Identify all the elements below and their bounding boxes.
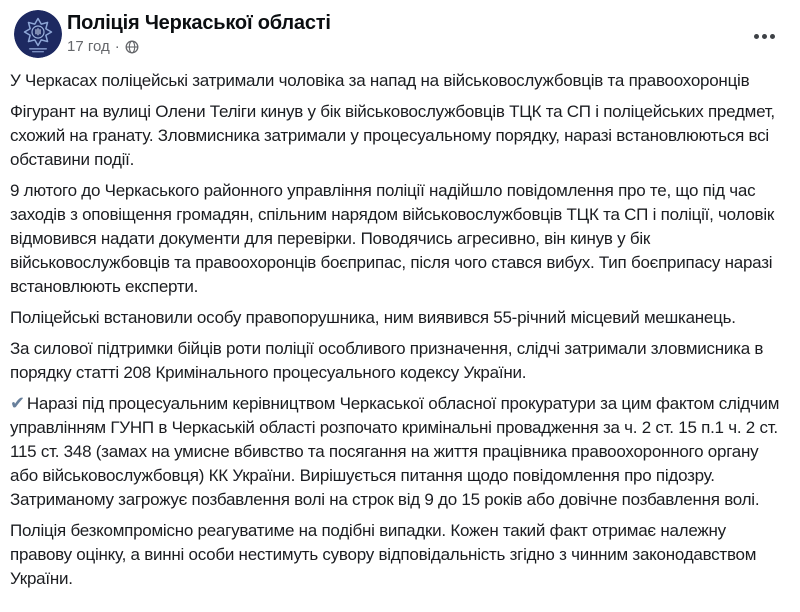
globe-icon (125, 40, 139, 54)
post-paragraph: Поліція безкомпромісно реагуватиме на подібні випадки. Кожен такий факт отримає належну правову оцінку, а винні особи нестимуть сувору відповідальність згідно з чинним законодавством України. (10, 521, 757, 588)
post-paragraph (10, 392, 786, 512)
police-badge-icon (14, 10, 62, 58)
post-paragraph: Поліцейські встановили особу правопорушника, ним виявився 55-річний місцевий мешканець. (10, 308, 736, 327)
page-name-link[interactable]: Поліція Черкаської області (67, 12, 331, 34)
post-paragraph: 9 лютого до Черкаського районного управління поліції надійшло повідомлення про те, що під час заходів з оповіщення громадян, спільним нарядом військовослужбовців ТЦК та СП і поліції, чоловік відмовився надати документи для перевірки. Поводячись агресивно, він кинув у бік військовослужбовців та правоохоронців боєприпас, після чого стався вибух. Тип боєприпасу наразі встановлюють експерти. (10, 181, 775, 296)
ellipsis-icon (770, 34, 775, 39)
check-mark-icon: ✔ (10, 393, 25, 414)
post-paragraph: Фігурант на вулиці Олени Теліги кинув у бік військовослужбовців ТЦК та СП і поліцейських предмет, схожий на гранату. Зловмисника затримали у процесуальному порядку, наразі встановлюються всі обставини події. (10, 102, 775, 169)
post-paragraph: У Черкасах поліцейські затримали чоловіка за напад на військовослужбовців та правоохоронців (10, 71, 750, 90)
post-header (0, 0, 800, 60)
page-avatar[interactable] (14, 10, 62, 58)
ellipsis-icon (762, 34, 767, 39)
ellipsis-icon (754, 34, 759, 39)
post-header-text (67, 10, 331, 57)
post-meta[interactable] (67, 37, 331, 57)
post-paragraph: За силової підтримки бійців роти поліції особливого призначення, слідчі затримали зловмисника в порядку статті 208 Кримінального процесуального кодексу України. (10, 339, 764, 382)
meta-separator: · (114, 38, 120, 55)
post-content (0, 60, 800, 591)
more-options-button[interactable] (746, 24, 782, 48)
post-timestamp[interactable]: 17 год (67, 38, 110, 55)
paragraph-text: Наразі під процесуальним керівництвом Черкаської обласної прокуратури за цим фактом слідчим управлінням ГУНП в Черкаській області розпочато кримінальні провадження за ч. 2 ст. 15 п.1 ч. 2 ст. 115 ст. 348 (замах на умисне вбивство та посягання на життя працівника правоохоронного органу або військовослужбовця) КК України. Вирішується питання щодо повідомлення про підозру. Затриманому загрожує позбавлення волі на строк від 9 до 15 років або довічне позбавлення волі. (10, 394, 780, 509)
